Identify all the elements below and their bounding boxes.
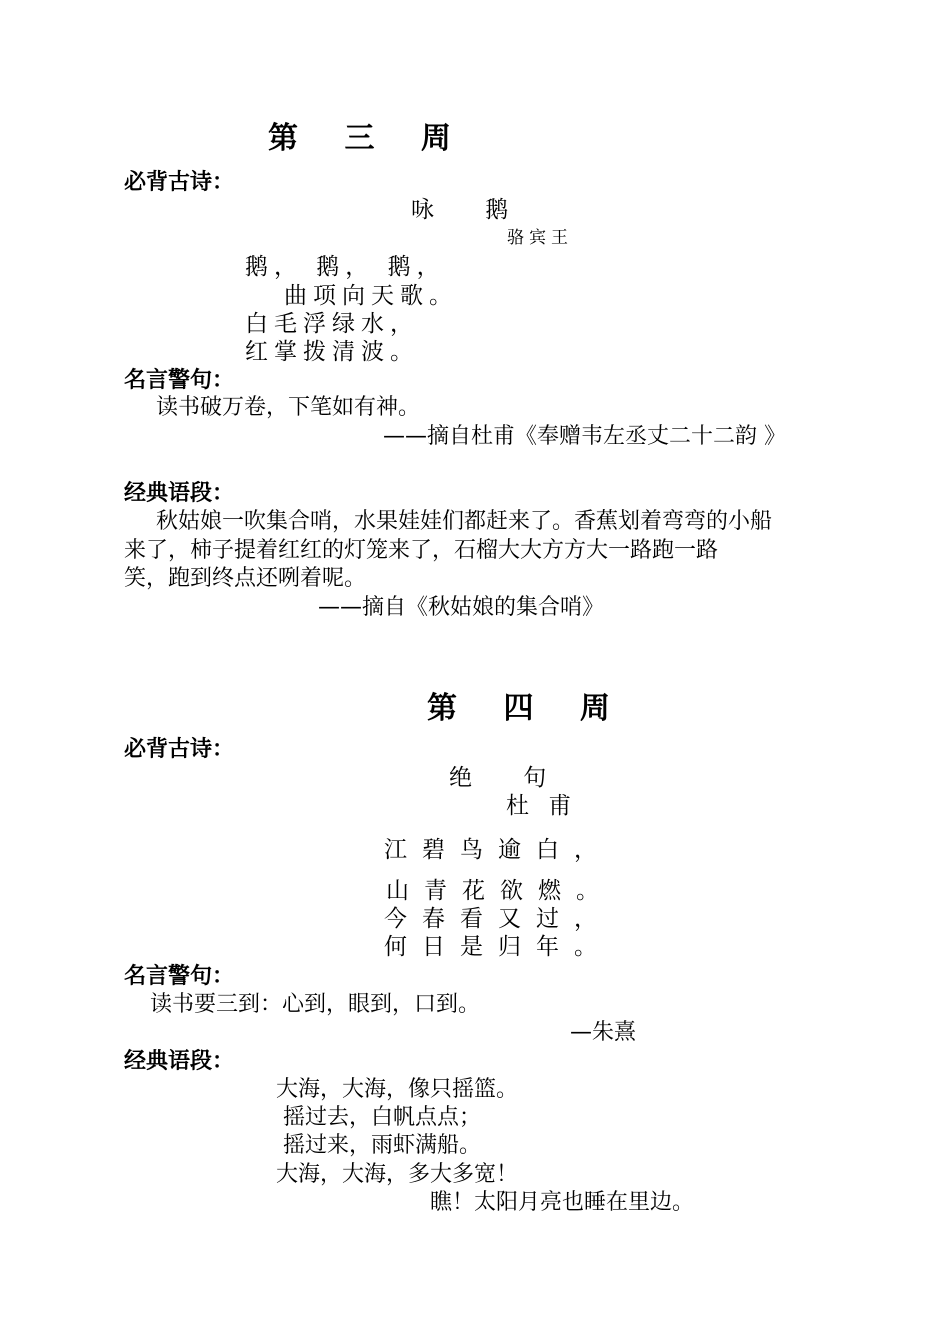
week3-poem-line-1: 鹅， 鹅， 鹅， (245, 254, 446, 280)
week3-quote-text: 读书破万卷，下笔如有神。 (156, 395, 421, 420)
week3-poem-line-4: 红掌拨清波。 (245, 339, 419, 365)
week4-passage-label: 经典语段： (124, 1049, 235, 1074)
week3-poem-line-2: 曲项向天歌。 (284, 283, 458, 309)
week3-title: 第 三 周 (268, 121, 469, 156)
week4-passage-line-3: 摇过来，雨虾满船。 (283, 1133, 482, 1158)
week4-poem-line-2: 山青花欲燃。 (386, 878, 614, 904)
week4-poem-author: 杜 甫 (506, 793, 578, 819)
week3-passage-label: 经典语段： (124, 481, 235, 506)
week3-poem-title: 咏 鹅 (411, 197, 531, 223)
week3-quote-source: ——摘自杜甫《奉赠韦左丞丈二十二韵 》 (383, 424, 786, 449)
week3-poem-label: 必背古诗： (124, 170, 235, 195)
week4-poem-line-1: 江碧鸟逾白， (384, 837, 612, 863)
week4-quote-text: 读书要三到：心到，眼到，口到。 (150, 992, 481, 1017)
week4-passage-line-4: 大海，大海，多大多宽！ (276, 1162, 519, 1187)
week3-poem-line-3: 白毛浮绿水， (245, 311, 419, 337)
week3-passage-line-2: 来了，柿子提着红红的灯笼来了，石榴大大方方大一路跑一路 (124, 538, 719, 563)
week3-poem-author: 骆宾王 (507, 228, 573, 248)
week4-poem-line-3: 今春看又过， (384, 906, 612, 932)
week4-quote-source: —朱熹 (570, 1020, 637, 1045)
week3-passage-line-1: 秋姑娘一吹集合哨，水果娃娃们都赶来了。香蕉划着弯弯的小船 (156, 509, 773, 534)
week4-passage-line-1: 大海，大海，像只摇篮。 (276, 1077, 519, 1102)
week4-poem-line-4: 何日是归年。 (384, 934, 612, 960)
week4-poem-label: 必背古诗： (124, 737, 235, 762)
week3-passage-line-3: 笑，跑到终点还咧着呢。 (124, 566, 367, 591)
week4-passage-line-5: 瞧！太阳月亮也睡在里边。 (430, 1190, 695, 1215)
week3-passage-source: ——摘自《秋姑娘的集合哨》 (318, 595, 605, 620)
week4-title: 第 四 周 (427, 691, 628, 726)
week4-passage-line-2: 摇过去，白帆点点； (283, 1105, 482, 1130)
week4-poem-title: 绝 句 (449, 765, 569, 791)
week4-quote-label: 名言警句： (124, 964, 235, 989)
week3-quote-label: 名言警句： (124, 368, 235, 393)
